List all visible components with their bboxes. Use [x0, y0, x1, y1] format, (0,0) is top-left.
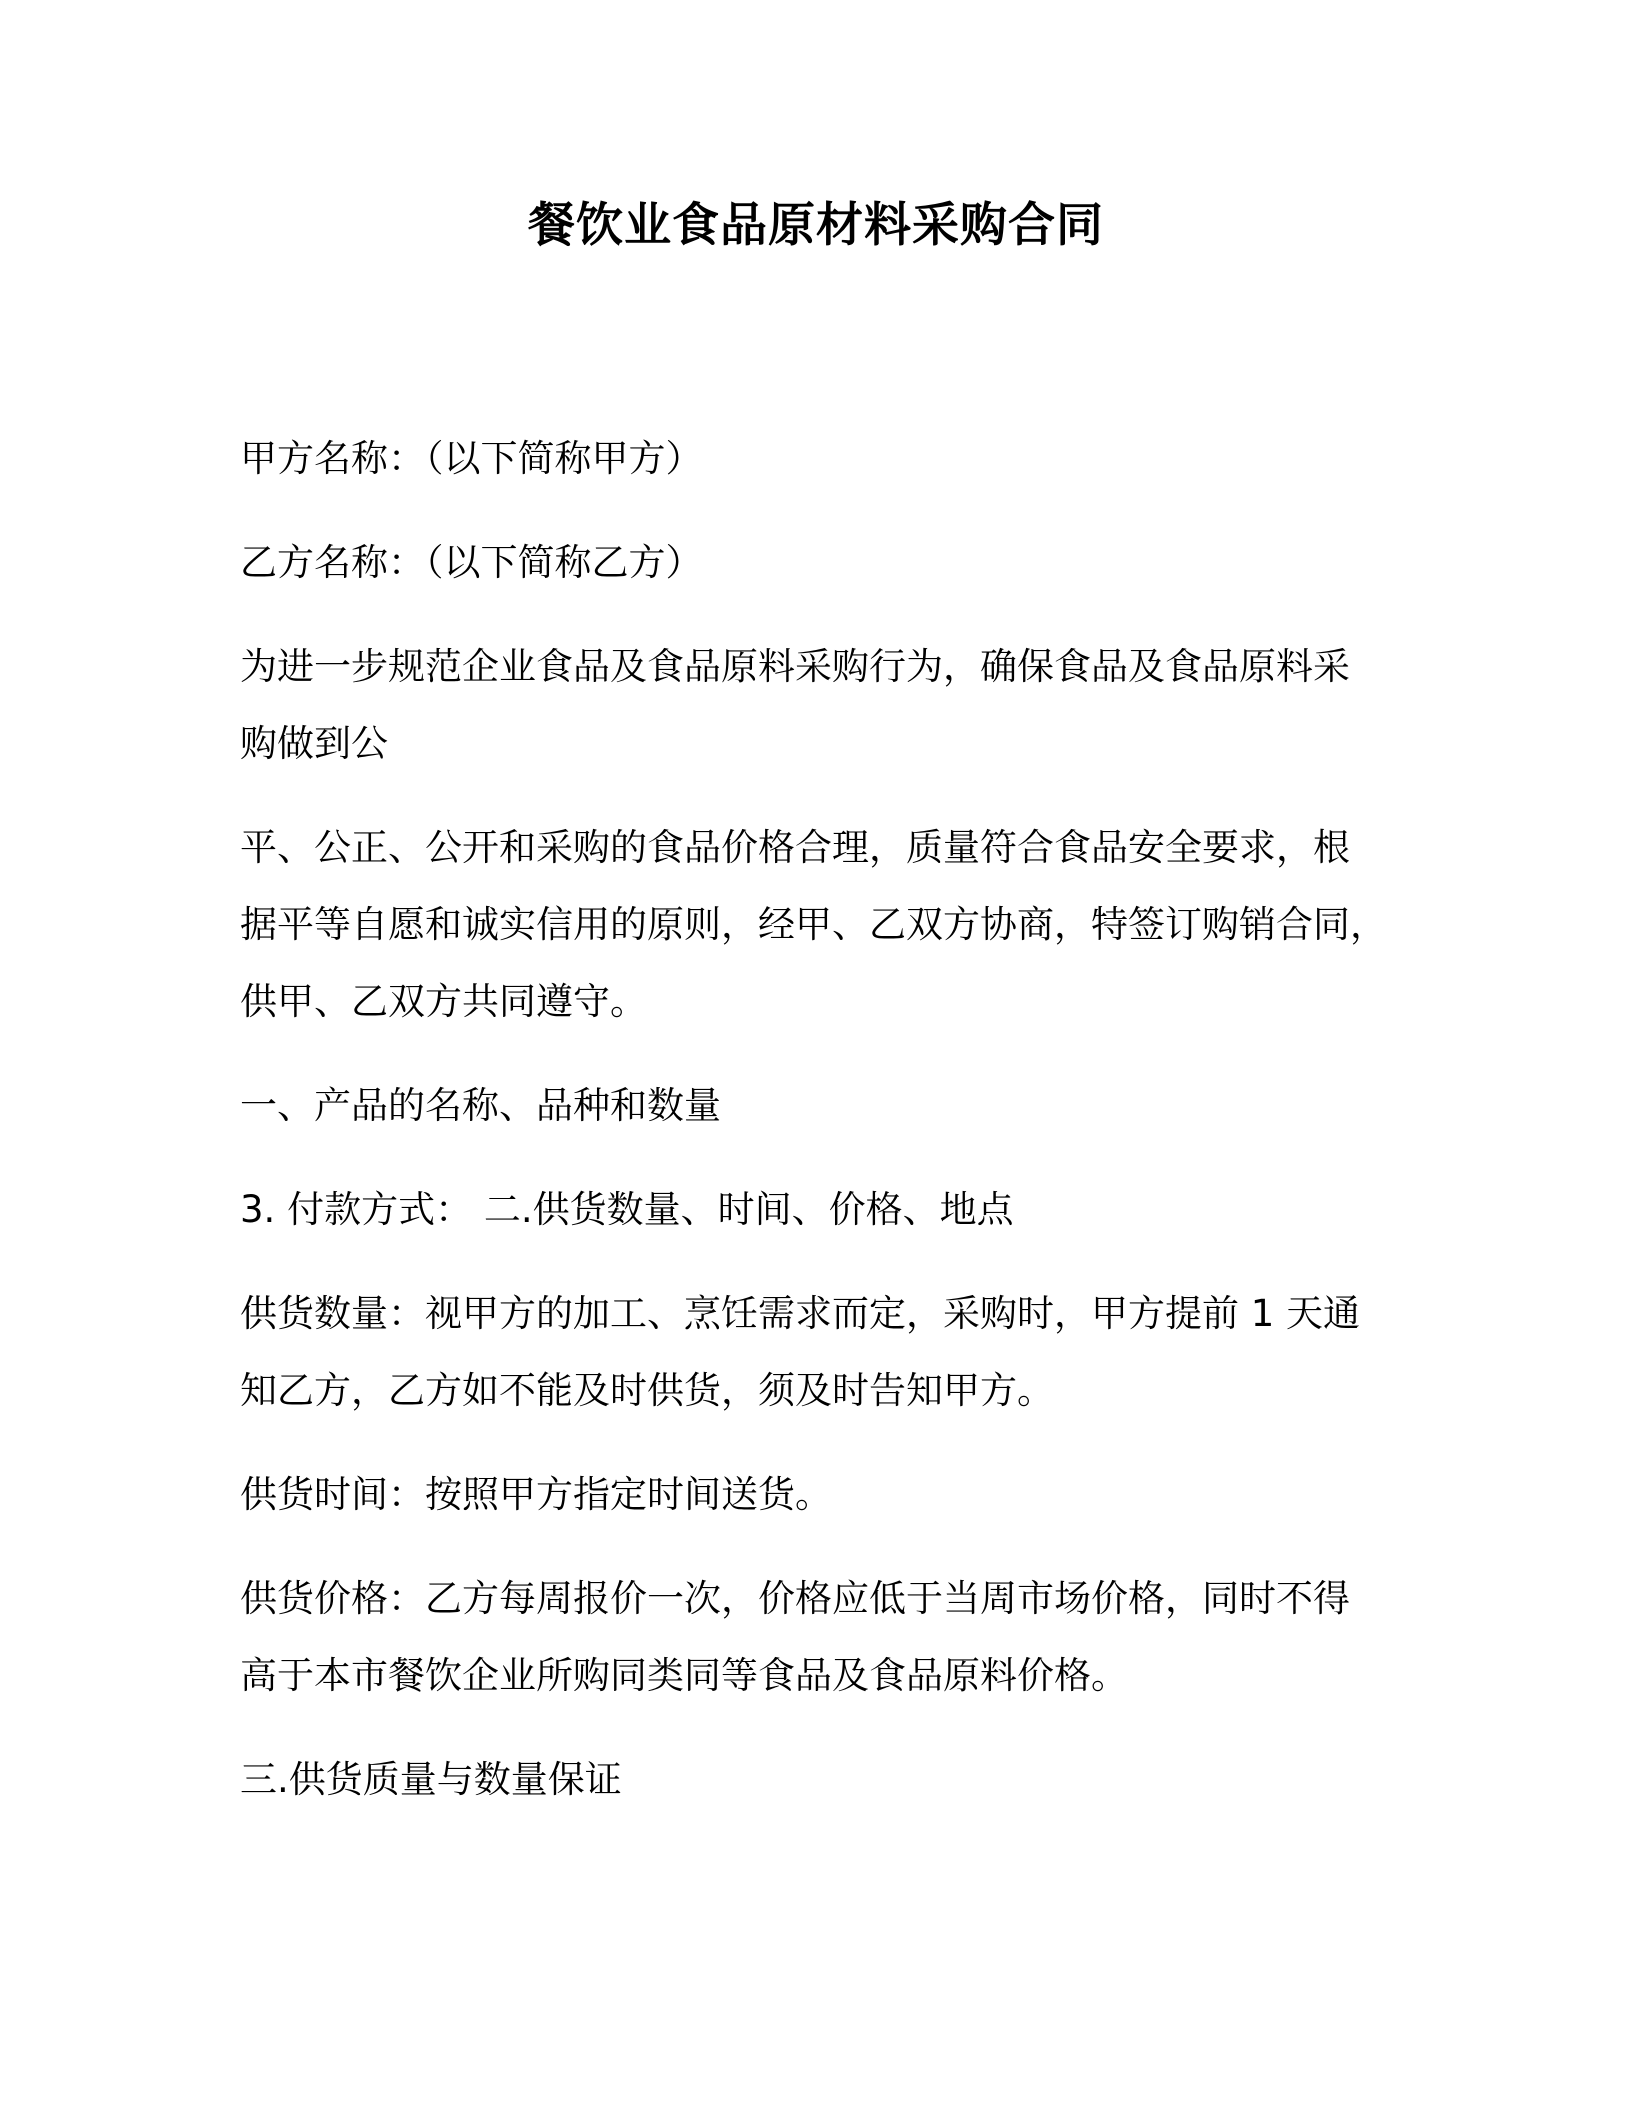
preamble-continued-line: 平、公正、公开和采购的食品价格合理，质量符合食品安全要求，根 — [240, 826, 1350, 869]
supply-quantity-line: 供货数量：视甲方的加工、烹饪需求而定，采购时，甲方提前 1 天通 — [240, 1292, 1361, 1335]
preamble-continued-line: 供甲、乙双方共同遵守。 — [240, 980, 647, 1023]
party-b-line: 乙方名称：（以下简称乙方） — [240, 541, 703, 584]
supply-price-line: 供货价格：乙方每周报价一次，价格应低于当周市场价格，同时不得 — [240, 1577, 1350, 1620]
party-a-line: 甲方名称：（以下简称甲方） — [240, 437, 703, 480]
document-body — [240, 420, 1390, 1818]
payment-line: 3. 付款方式： 二.供货数量、时间、价格、地点 — [240, 1188, 1014, 1231]
supply-quantity-line: 知乙方，乙方如不能及时供货，须及时告知甲方。 — [240, 1369, 1054, 1412]
supply-time-line: 供货时间：按照甲方指定时间送货。 — [240, 1473, 832, 1516]
preamble-paragraph — [240, 628, 1390, 782]
preamble-continued-line: 据平等自愿和诚实信用的原则，经甲、乙双方协商，特签订购销合同， — [240, 903, 1387, 946]
supply-price-paragraph — [240, 1560, 1390, 1714]
preamble-continued-paragraph — [240, 809, 1390, 1040]
supply-price-line: 高于本市餐饮企业所购同类同等食品及食品原料价格。 — [240, 1654, 1128, 1697]
preamble-line: 为进一步规范企业食品及食品原料采购行为，确保食品及食品原料采 — [240, 645, 1350, 688]
document-title: 餐饮业食品原材料采购合同 — [528, 198, 1104, 253]
preamble-line: 购做到公 — [240, 722, 388, 765]
supply-quantity-paragraph — [240, 1275, 1390, 1429]
section-3-heading: 三.供货质量与数量保证 — [240, 1758, 622, 1801]
section-1-heading: 一、产品的名称、品种和数量 — [240, 1084, 721, 1127]
